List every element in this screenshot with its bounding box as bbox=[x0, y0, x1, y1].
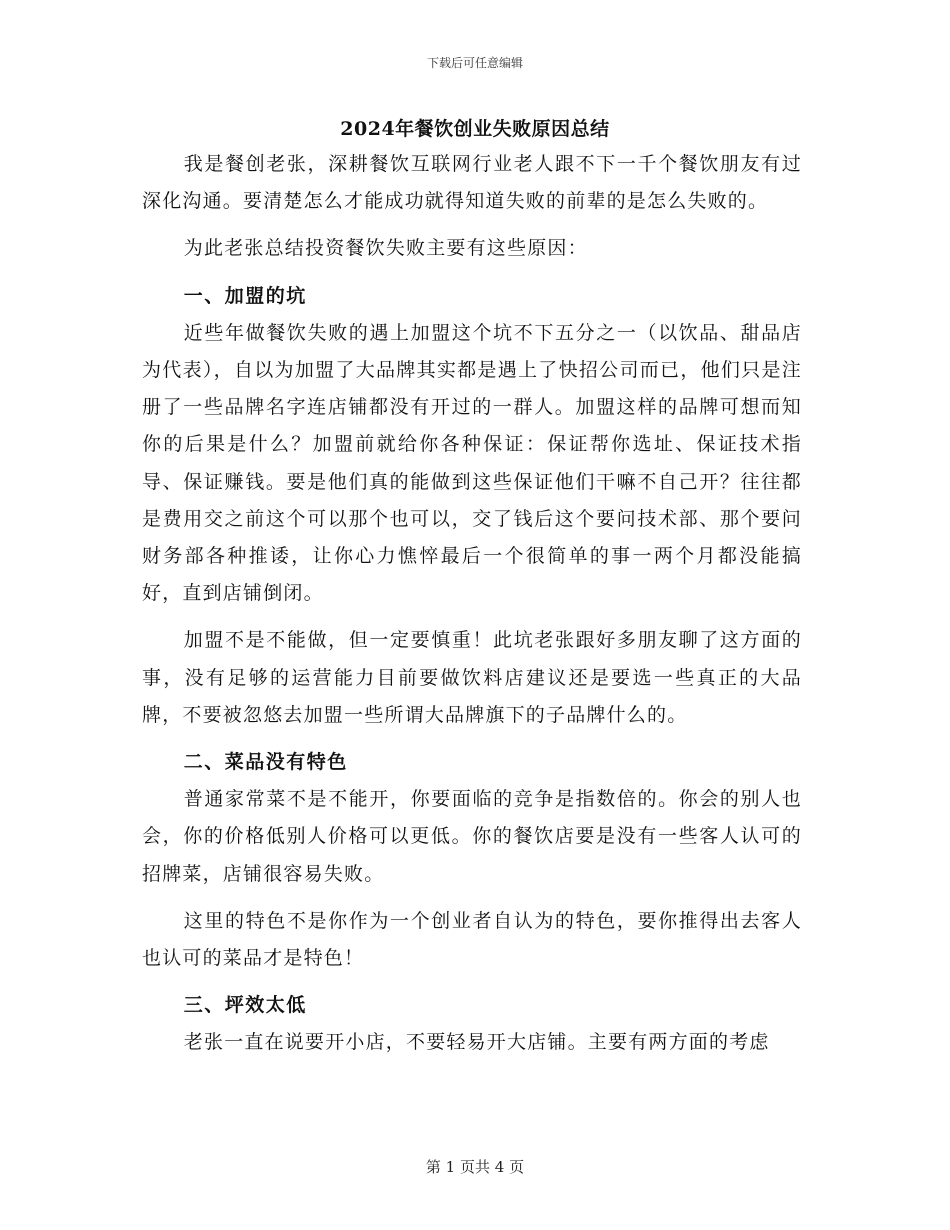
dishes-paragraph: 普通家常菜不是不能开，你要面临的竞争是指数倍的。你会的别人也会，你的价格低别人价格可以更低。你的餐饮店要是没有一些客人认可的招牌菜，店铺很容易失败。 bbox=[142, 788, 802, 885]
franchise-paragraph: 近些年做餐饮失败的遇上加盟这个坑不下五分之一（以饮品、甜品店为代表），自以为加盟了大品牌其实都是遇上了快招公司而已，他们只是注册了一些品牌名字连店铺都没有开过的一群人。加盟这样的品牌可想而知你的后果是什么？加盟前就给你各种保证：保证帮你选址、保证技术指导、保证赚钱。要是他们真的能做到这些保证他们干嘛不自己开？往往都是费用交之前这个可以那个也可以，交了钱后这个要问技术部、那个要问财务部各种推诿，让你心力憔悴最后一个很简单的事一两个月都没能搞好，直到店铺倒闭。 bbox=[142, 321, 802, 605]
header-note: 下载后可任意编辑 bbox=[426, 56, 523, 70]
reasons-intro-paragraph: 为此老张总结投资餐饮失败主要有这些原因： bbox=[183, 237, 588, 260]
document-body bbox=[142, 146, 802, 1062]
section-heading-dishes: 二、菜品没有特色 bbox=[183, 751, 348, 774]
section-heading-efficiency: 三、坪效太低 bbox=[183, 994, 307, 1017]
section-heading-franchise: 一、加盟的坑 bbox=[183, 284, 307, 307]
efficiency-paragraph: 老张一直在说要开小店，不要轻易开大店铺。主要有两方面的考虑 bbox=[183, 1031, 770, 1054]
franchise-advice-paragraph: 加盟不是不能做，但一定要慎重！此坑老张跟好多朋友聊了这方面的事，没有足够的运营能力目前要做饮料店建议还是要选一些真正的大品牌，不要被忽悠去加盟一些所谓大品牌旗下的子品牌什么的。 bbox=[142, 629, 802, 726]
dishes-feature-paragraph: 这里的特色不是你作为一个创业者自认为的特色，要你推得出去客人也认可的菜品才是特色！ bbox=[142, 909, 802, 970]
page-number: 第 1 页共 4 页 bbox=[425, 1158, 525, 1176]
intro-paragraph: 我是餐创老张，深耕餐饮互联网行业老人跟不下一千个餐饮朋友有过深化沟通。要清楚怎么才能成功就得知道失败的前辈的是怎么失败的。 bbox=[142, 153, 802, 213]
document-title: 2024年餐饮创业失败原因总结 bbox=[340, 118, 610, 140]
